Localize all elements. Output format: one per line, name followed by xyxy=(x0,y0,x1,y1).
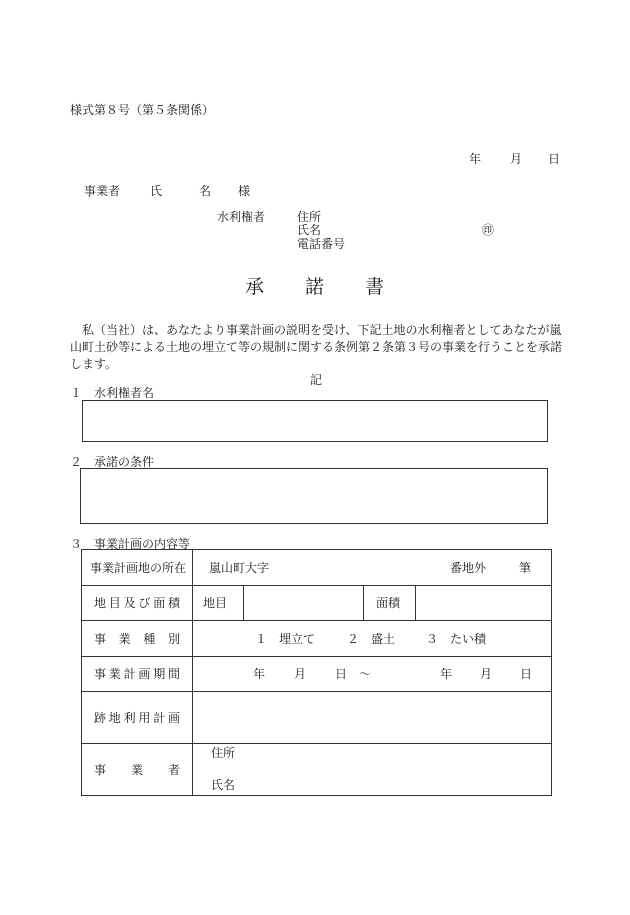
cell-site-use-plan[interactable] xyxy=(193,692,552,744)
label-project-type: 事業種別 xyxy=(82,621,193,657)
row-site-use-plan xyxy=(82,692,552,744)
addressee-honorific: 様 xyxy=(238,184,251,198)
applicant-role: 水利権者 xyxy=(217,210,266,224)
date-month: 月 xyxy=(510,152,523,166)
applicant-name-label: 氏名 xyxy=(297,223,322,237)
period-start-year: 年 xyxy=(253,667,266,681)
cell-location[interactable] xyxy=(193,550,552,586)
title-char-3: 書 xyxy=(365,276,385,298)
label-site-use-plan: 跡地利用計画 xyxy=(82,692,193,744)
title-char-1: 承 xyxy=(245,276,265,298)
period-start-day: 日 xyxy=(335,667,348,681)
consent-paragraph: 私（当社）は、あなたより事業計画の説明を受け、下記土地の水利権者としてあなたが嵐山町土砂等による土地の埋立て等の規制に関する条例第２条第３号の事業を行うことを承諾します。 xyxy=(70,323,563,371)
water-rights-holder-box[interactable] xyxy=(82,400,548,442)
section-3-heading: ３ 事業計画の内容等 xyxy=(70,537,191,551)
label-operator: 事業者 xyxy=(82,744,193,796)
period-end-month: 月 xyxy=(480,667,493,681)
cell-operator[interactable] xyxy=(193,744,552,796)
row-land-category xyxy=(82,586,552,621)
type-option-2[interactable]: ２ 盛土 xyxy=(347,632,396,646)
location-fude: 筆 xyxy=(519,561,532,575)
title-char-2: 諾 xyxy=(305,276,325,298)
ki-mark: 記 xyxy=(310,373,323,387)
period-end-day: 日 xyxy=(520,667,533,681)
operator-address-label: 住所 xyxy=(211,746,236,760)
form-number: 様式第８号（第５条関係） xyxy=(70,103,215,117)
project-plan-table xyxy=(81,549,552,796)
applicant-address-label: 住所 xyxy=(297,210,322,224)
period-tilde: ～ xyxy=(359,667,372,681)
date-day: 日 xyxy=(548,152,561,166)
cell-project-period[interactable] xyxy=(193,657,552,692)
label-land-category: 地目及び面積 xyxy=(82,586,193,621)
cell-project-type[interactable] xyxy=(193,621,552,657)
addressee-name-2: 名 xyxy=(199,184,212,198)
consent-conditions-box[interactable] xyxy=(80,468,548,524)
menseki-value[interactable] xyxy=(416,586,552,621)
chimoku-value[interactable] xyxy=(244,586,364,621)
section-2-heading: ２ 承諾の条件 xyxy=(70,455,155,469)
period-end-year: 年 xyxy=(440,667,453,681)
operator-name-label: 氏名 xyxy=(211,778,236,792)
seal-mark: ㊞ xyxy=(482,223,495,237)
type-option-1[interactable]: １ 埋立て xyxy=(255,632,316,646)
chimoku-label: 地目 xyxy=(193,586,244,621)
location-banchi: 番地外 xyxy=(450,561,487,575)
type-option-3[interactable]: ３ たい積 xyxy=(426,632,487,646)
applicant-phone-label: 電話番号 xyxy=(297,237,346,251)
period-start-month: 月 xyxy=(294,667,307,681)
row-operator xyxy=(82,744,552,796)
addressee-name-1: 氏 xyxy=(150,184,163,198)
label-project-period: 事業計画期間 xyxy=(82,657,193,692)
row-location xyxy=(82,550,552,586)
row-project-period xyxy=(82,657,552,692)
row-project-type xyxy=(82,621,552,657)
date-year: 年 xyxy=(469,152,482,166)
menseki-label: 面積 xyxy=(364,586,416,621)
section-1-heading: １ 水利権者名 xyxy=(70,386,155,400)
location-town: 嵐山町大字 xyxy=(209,561,270,575)
label-location: 事業計画地の所在 xyxy=(82,550,193,586)
addressee-label: 事業者 xyxy=(84,184,121,198)
